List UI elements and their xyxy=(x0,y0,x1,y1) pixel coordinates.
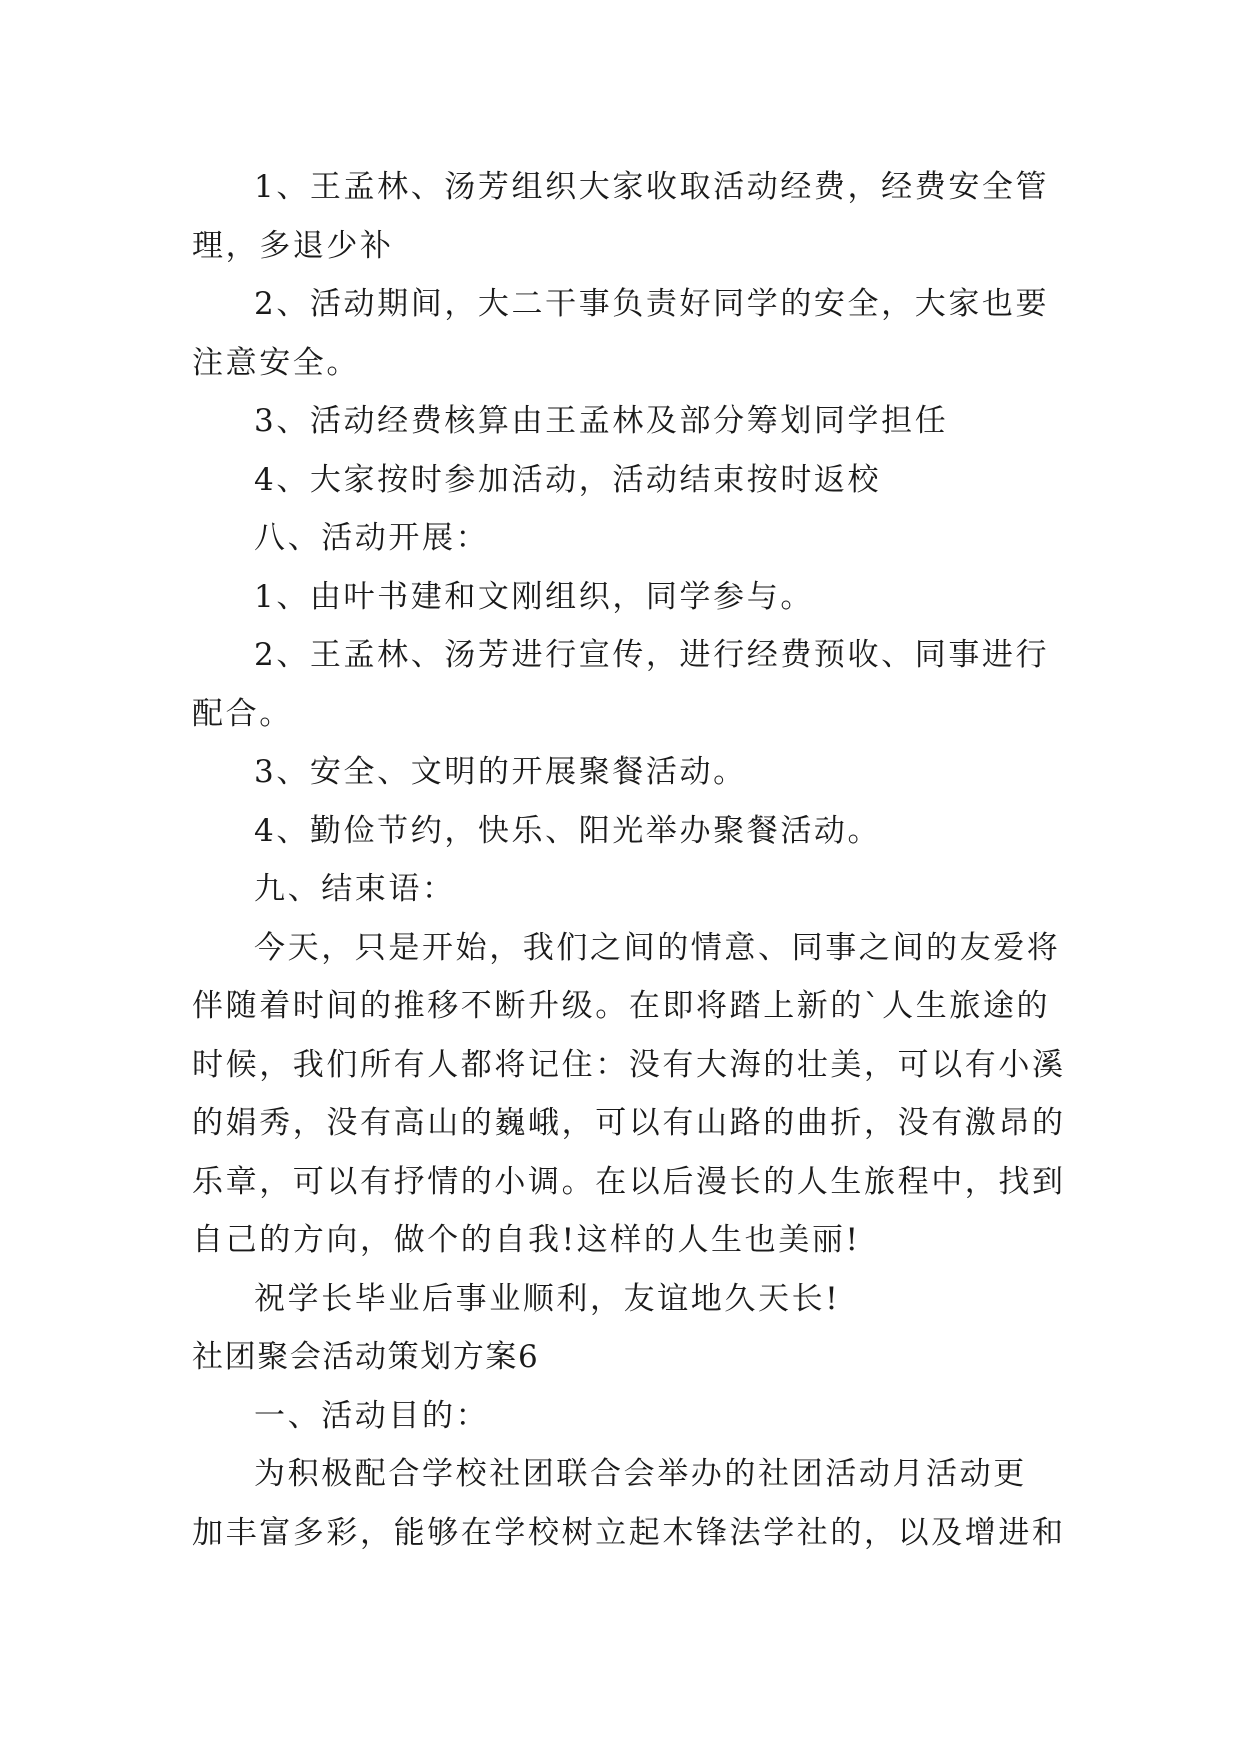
document-body xyxy=(192,158,1066,1562)
text-line: 伴随着时间的推移不断升级。在即将踏上新的`人生旅途的 xyxy=(192,988,1051,1024)
text-line: 注意安全。 xyxy=(192,344,360,381)
text-line: 4、大家按时参加活动，活动结束按时返校 xyxy=(254,461,882,498)
text-line: 的娟秀，没有高山的巍峨，可以有山路的曲折，没有激昂的 xyxy=(192,1105,1066,1141)
text-line: 3、安全、文明的开展聚餐活动。 xyxy=(254,754,747,790)
text-line: 理，多退少补 xyxy=(192,227,394,264)
text-line: 4、勤俭节约，快乐、阳光举办聚餐活动。 xyxy=(254,812,882,849)
text-line: 自己的方向，做个的自我!这样的人生也美丽! xyxy=(192,1222,861,1258)
section-heading-closing: 九、结束语： xyxy=(254,871,456,907)
text-line: 乐章，可以有抒情的小调。在以后漫长的人生旅程中，找到 xyxy=(192,1163,1066,1200)
text-line: 配合。 xyxy=(192,695,293,732)
text-line: 1、王孟林、汤芳组织大家收取活动经费，经费安全管 xyxy=(254,169,1050,205)
text-line: 3、活动经费核算由王孟林及部分筹划同学担任 xyxy=(254,403,949,439)
section-heading-purpose: 一、活动目的： xyxy=(254,1397,490,1434)
text-line: 为积极配合学校社团联合会举办的社团活动月活动更 xyxy=(254,1456,1027,1492)
text-line: 2、活动期间，大二干事负责好同学的安全，大家也要 xyxy=(254,286,1050,322)
section-heading-activity: 八、活动开展： xyxy=(254,520,490,556)
text-line: 2、王孟林、汤芳进行宣传，进行经费预收、同事进行 xyxy=(254,637,1050,673)
text-line: 加丰富多彩，能够在学校树立起木锋法学社的，以及增进和 xyxy=(192,1514,1066,1551)
text-line: 今天，只是开始，我们之间的情意、同事之间的友爱将 xyxy=(254,929,1061,966)
text-line: 时候，我们所有人都将记住：没有大海的壮美，可以有小溪 xyxy=(192,1046,1066,1083)
document-title: 社团聚会活动策划方案6 xyxy=(192,1339,540,1375)
text-line: 祝学长毕业后事业顺利，友谊地久天长! xyxy=(254,1280,841,1317)
text-line: 1、由叶书建和文刚组织，同学参与。 xyxy=(254,578,814,615)
